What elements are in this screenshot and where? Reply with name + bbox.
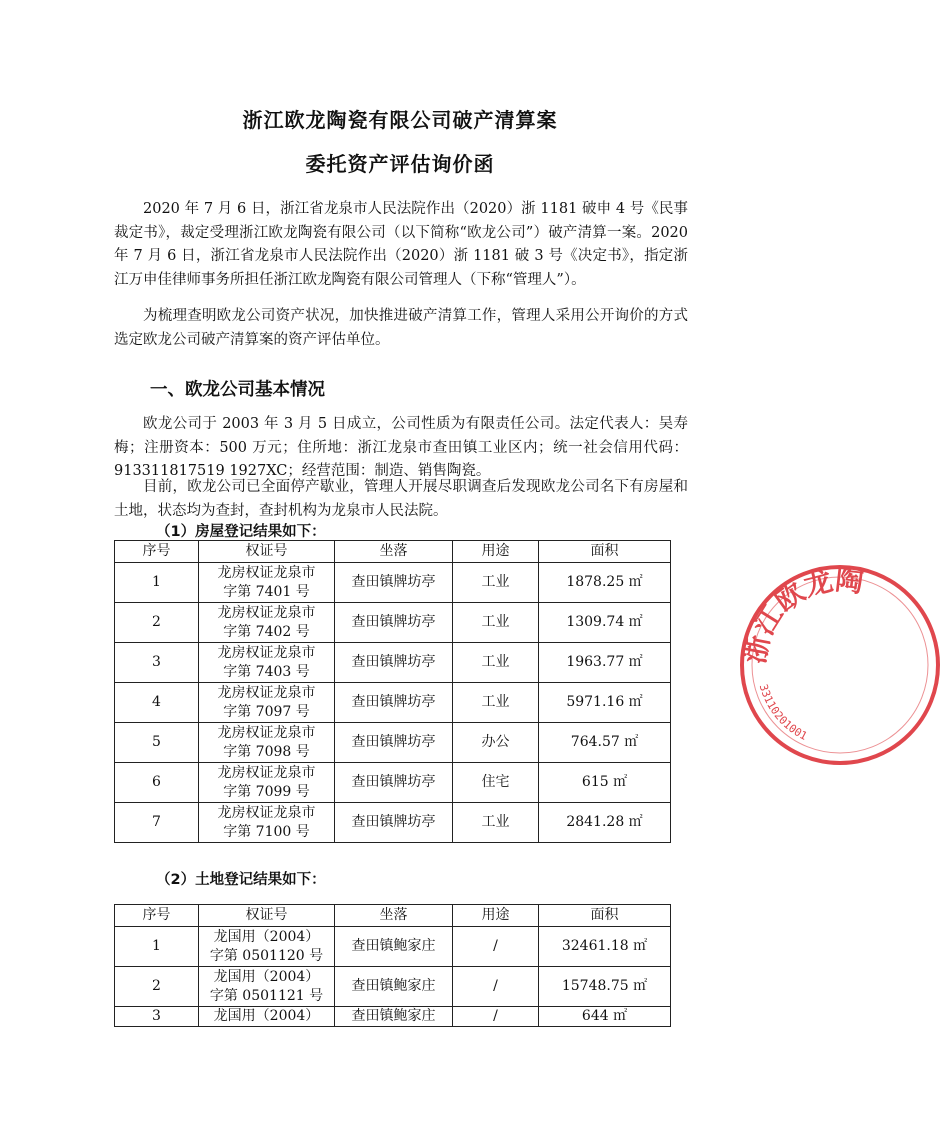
cert-line-2: 字第 0501121 号 (209, 987, 324, 1004)
table-row (115, 927, 671, 967)
cell-no: 6 (115, 763, 199, 803)
cert-line-1: 龙房权证龙泉市 (217, 804, 316, 821)
cell-location: 查田镇牌坊亭 (335, 723, 453, 763)
cell-no: 1 (115, 927, 199, 967)
cell-no: 2 (115, 603, 199, 643)
header-location: 坐落 (335, 541, 453, 563)
header-area: 面积 (539, 541, 671, 563)
cell-area: 2841.28 ㎡ (539, 803, 671, 843)
land-registration-table (114, 904, 671, 1027)
cert-line-1: 龙国用（2004） (213, 968, 320, 985)
table-header-row (115, 905, 671, 927)
header-use: 用途 (453, 541, 539, 563)
house-table-caption: （1）房屋登记结果如下： (156, 524, 326, 540)
house-registration-table (114, 540, 671, 843)
land-table-caption: （2）土地登记结果如下： (156, 872, 326, 888)
table-row (115, 603, 671, 643)
cell-location: 查田镇鲍家庄 (335, 927, 453, 967)
cell-cert (199, 643, 335, 683)
header-no: 序号 (115, 541, 199, 563)
table-row (115, 563, 671, 603)
cell-location: 查田镇牌坊亭 (335, 563, 453, 603)
cell-area: 1878.25 ㎡ (539, 563, 671, 603)
paragraph-company-info: 欧龙公司于 2003 年 3 月 5 日成立，公司性质为有限责任公司。法定代表人：吴寿梅；注册资本：500 万元；住所地：浙江龙泉市查田镇工业区内；统一社会信用代码：913311817519 1927XC；经营范围：制造、销售陶瓷。 (114, 416, 688, 479)
cert-line-1: 龙房权证龙泉市 (217, 724, 316, 741)
cell-location: 查田镇牌坊亭 (335, 643, 453, 683)
cell-use: / (453, 967, 539, 1007)
paragraph-current-status: 目前，欧龙公司已全面停产歇业，管理人开展尽职调查后发现欧龙公司名下有房屋和土地，状态均为查封，查封机构为龙泉市人民法院。 (114, 479, 688, 519)
cell-no: 2 (115, 967, 199, 1007)
cell-cert (199, 603, 335, 643)
cell-use: 工业 (453, 643, 539, 683)
cell-area: 1309.74 ㎡ (539, 603, 671, 643)
seal-text: 浙江欧龙陶 (738, 563, 866, 667)
cert-line-2: 字第 7098 号 (223, 743, 310, 760)
cell-cert (199, 563, 335, 603)
table-row (115, 967, 671, 1007)
header-no: 序号 (115, 905, 199, 927)
cert-line-1: 龙房权证龙泉市 (217, 644, 316, 661)
table-row (115, 683, 671, 723)
cert-line-2: 字第 7401 号 (223, 583, 310, 600)
cell-no: 7 (115, 803, 199, 843)
table-row (115, 763, 671, 803)
cell-use: 办公 (453, 723, 539, 763)
header-cert: 权证号 (199, 905, 335, 927)
seal-number: 33110201001 (756, 682, 810, 743)
cell-location: 查田镇牌坊亭 (335, 763, 453, 803)
cert-line-2: 字第 7402 号 (223, 623, 310, 640)
cert-line-1: 龙房权证龙泉市 (217, 564, 316, 581)
table-row (115, 803, 671, 843)
table-row (115, 723, 671, 763)
cell-use: / (453, 1007, 539, 1027)
cell-cert (199, 927, 335, 967)
cell-area: 15748.75 ㎡ (539, 967, 671, 1007)
header-area: 面积 (539, 905, 671, 927)
cell-no: 3 (115, 1007, 199, 1027)
cert-line-2: 字第 7097 号 (223, 703, 310, 720)
table-header-row (115, 541, 671, 563)
cell-cert: 龙国用（2004） (199, 1007, 335, 1027)
cert-line-1: 龙房权证龙泉市 (217, 604, 316, 621)
cell-use: 工业 (453, 803, 539, 843)
cert-line-1: 龙房权证龙泉市 (217, 684, 316, 701)
cell-area: 615 ㎡ (539, 763, 671, 803)
paragraph-purpose: 为梳理查明欧龙公司资产状况，加快推进破产清算工作，管理人采用公开询价的方式选定欧龙公司破产清算案的资产评估单位。 (114, 308, 688, 348)
document-title: 浙江欧龙陶瓷有限公司破产清算案 (242, 108, 558, 132)
cell-area: 5971.16 ㎡ (539, 683, 671, 723)
document-subtitle: 委托资产评估询价函 (305, 152, 495, 176)
cell-area: 1963.77 ㎡ (539, 643, 671, 683)
header-cert: 权证号 (199, 541, 335, 563)
cert-line-1: 龙房权证龙泉市 (217, 764, 316, 781)
cell-no: 5 (115, 723, 199, 763)
cell-use: / (453, 927, 539, 967)
cell-use: 工业 (453, 563, 539, 603)
cert-line-1: 龙国用（2004） (213, 928, 320, 945)
cell-cert (199, 967, 335, 1007)
cell-no: 3 (115, 643, 199, 683)
cell-location: 查田镇牌坊亭 (335, 603, 453, 643)
cell-use: 住宅 (453, 763, 539, 803)
cell-area: 764.57 ㎡ (539, 723, 671, 763)
cell-cert (199, 763, 335, 803)
cell-cert (199, 723, 335, 763)
cell-location: 查田镇牌坊亭 (335, 803, 453, 843)
cell-cert (199, 683, 335, 723)
table-row (115, 643, 671, 683)
cell-use: 工业 (453, 603, 539, 643)
paragraph-case-acceptance: 2020 年 7 月 6 日，浙江省龙泉市人民法院作出（2020）浙 1181 破申 4 号《民事裁定书》，裁定受理浙江欧龙陶瓷有限公司（以下简称“欧龙公司”）破产清算一案。2020 年 7 月 6 日，浙江省龙泉市人民法院作出（2020）浙 1181 破 3 号《决定书》，指定浙江万申佳律师事务所担任浙江欧龙陶瓷有限公司管理人（下称“管理人”）。 (114, 201, 688, 288)
cell-no: 1 (115, 563, 199, 603)
cert-line-2: 字第 7100 号 (223, 823, 310, 840)
cell-cert (199, 803, 335, 843)
section-heading-basic-info: 一、欧龙公司基本情况 (150, 380, 325, 400)
cell-area: 32461.18 ㎡ (539, 927, 671, 967)
cell-location: 查田镇鲍家庄 (335, 967, 453, 1007)
table-row (115, 1007, 671, 1027)
cert-line-2: 字第 0501120 号 (209, 947, 324, 964)
cell-location: 查田镇牌坊亭 (335, 683, 453, 723)
official-seal-stamp (735, 560, 945, 770)
cell-use: 工业 (453, 683, 539, 723)
cert-line-2: 字第 7403 号 (223, 663, 310, 680)
cert-line-2: 字第 7099 号 (223, 783, 310, 800)
cell-area: 644 ㎡ (539, 1007, 671, 1027)
cell-location: 查田镇鲍家庄 (335, 1007, 453, 1027)
cell-no: 4 (115, 683, 199, 723)
header-use: 用途 (453, 905, 539, 927)
header-location: 坐落 (335, 905, 453, 927)
